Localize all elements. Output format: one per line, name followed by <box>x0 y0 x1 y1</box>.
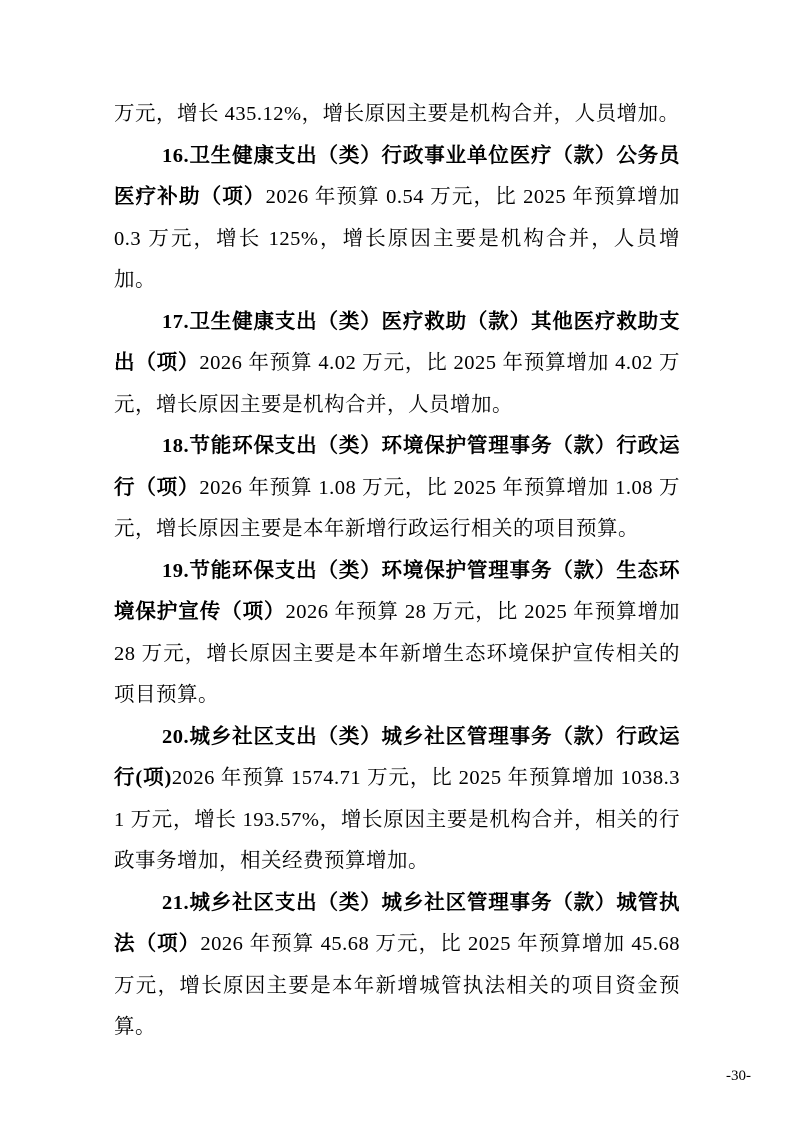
budget-item-20-text: 2026 年预算 1574.71 万元，比 2025 年预算增加 1038.31 万元，增长 193.57%，增长原因主要是机构合并，相关的行政事务增加，相关经费预算增加。 <box>114 767 680 872</box>
budget-item-19-text: 2026 年预算 28 万元，比 2025 年预算增加 28 万元，增长原因主要是本年新增生态环境保护宣传相关的项目预算。 <box>114 601 681 706</box>
page-number: -30- <box>726 1068 751 1084</box>
budget-item-21 <box>114 883 680 1049</box>
budget-item-17-heading: 17.卫生健康支出（类）医疗救助（款）其他医疗救助支出（项） <box>114 310 680 374</box>
budget-item-21-text: 2026 年预算 45.68 万元，比 2025 年预算增加 45.68 万元，增长原因主要是本年新增城管执法相关的项目资金预算。 <box>114 933 681 1038</box>
budget-item-19 <box>114 551 680 717</box>
budget-item-16-text: 2026 年预算 0.54 万元，比 2025 年预算增加 0.3 万元，增长 125%，增长原因主要是机构合并，人员增加。 <box>114 186 681 291</box>
budget-item-18-heading: 18.节能环保支出（类）环境保护管理事务（款）行政运行（项） <box>114 435 680 499</box>
budget-item-17 <box>114 302 680 427</box>
budget-item-18-text: 2026 年预算 1.08 万元，比 2025 年预算增加 1.08 万元，增长原因主要是本年新增行政运行相关的项目预算。 <box>114 476 681 540</box>
paragraph-continuation <box>114 94 680 136</box>
budget-item-20-heading: 20.城乡社区支出（类）城乡社区管理事务（款）行政运行(项) <box>114 725 680 789</box>
budget-item-16 <box>114 136 680 302</box>
budget-item-20 <box>114 717 680 883</box>
budget-item-21-heading: 21.城乡社区支出（类）城乡社区管理事务（款）城管执法（项） <box>114 891 680 955</box>
budget-item-19-heading: 19.节能环保支出（类）环境保护管理事务（款）生态环境保护宣传（项） <box>114 559 680 623</box>
document-body <box>114 94 680 1049</box>
budget-item-18 <box>114 426 680 551</box>
paragraph-continuation-text: 万元，增长 435.12%，增长原因主要是机构合并，人员增加。 <box>114 103 680 125</box>
budget-item-16-heading: 16.卫生健康支出（类）行政事业单位医疗（款）公务员医疗补助（项） <box>114 144 680 208</box>
budget-item-17-text: 2026 年预算 4.02 万元，比 2025 年预算增加 4.02 万元，增长原因主要是机构合并，人员增加。 <box>114 352 681 416</box>
